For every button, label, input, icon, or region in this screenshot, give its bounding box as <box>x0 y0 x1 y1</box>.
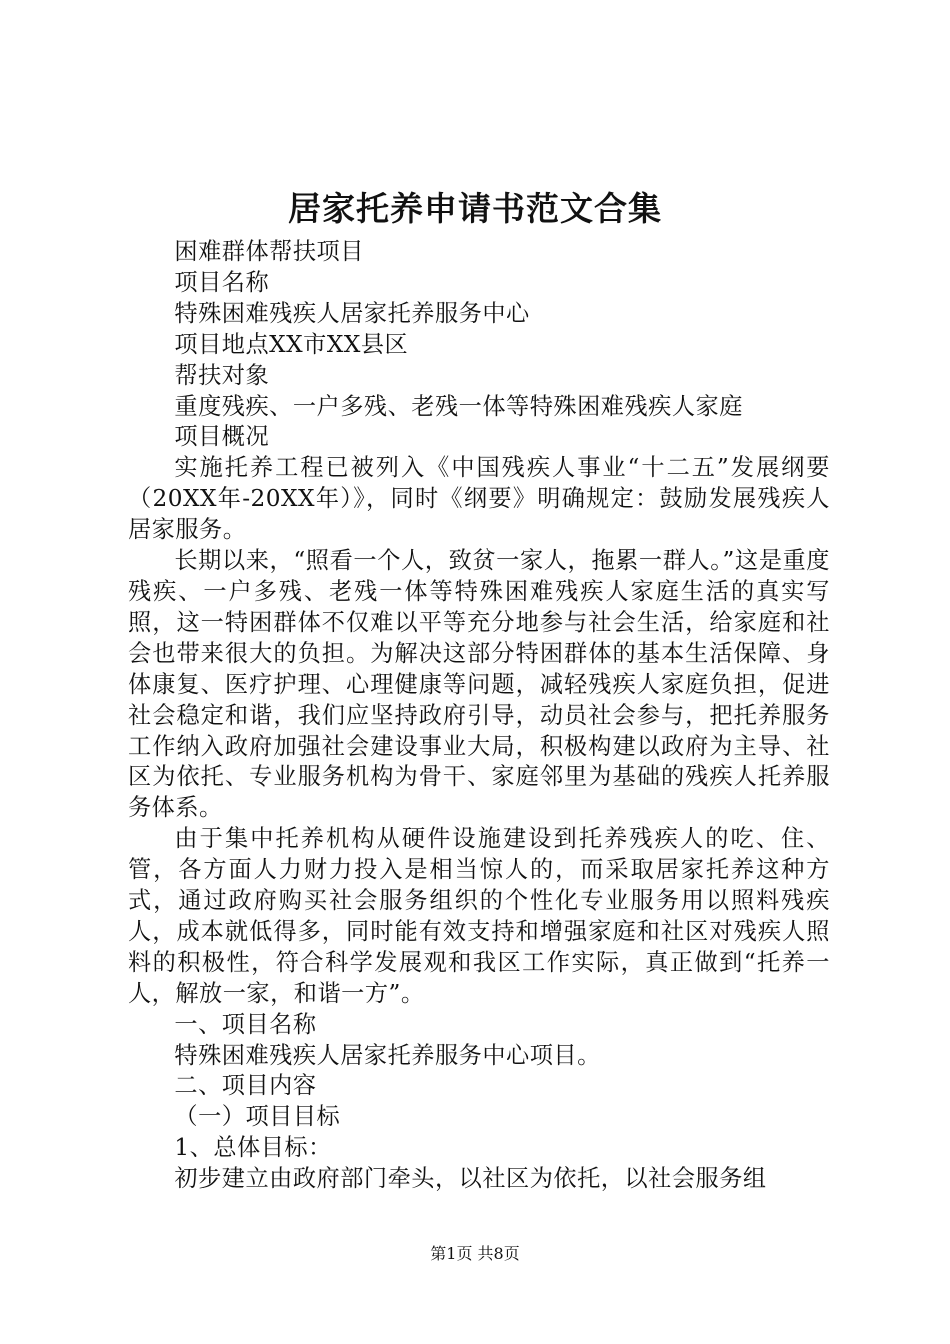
document-body <box>128 237 830 1195</box>
body-line: 项目地点XX市XX县区 <box>174 330 409 358</box>
body-line: 项目概况 <box>174 423 270 451</box>
body-line: 特殊困难残疾人居家托养服务中心 <box>174 299 530 327</box>
body-paragraph: 初步建立由政府部门牵头，以社区为依托，以社会服务组 <box>174 1165 767 1193</box>
body-line: 帮扶对象 <box>174 361 270 389</box>
body-line: 项目名称 <box>174 268 270 296</box>
section-heading: 一、项目名称 <box>174 1010 317 1038</box>
body-paragraph: 由于集中托养机构从硬件设施建设到托养残疾人的吃、住、管，各方面人力财力投入是相当惊人的，而采取居家托养这种方式，通过政府购买社会服务组织的个性化专业服务用以照料残疾人，成本就低得多，同时能有效支持和增强家庭和社区对残疾人照料的积极性，符合科学发展观和我区工作实际，真正做到“托养一人，解放一家，和谐一方”。 <box>128 825 830 1007</box>
document-title: 居家托养申请书范文合集 <box>288 189 662 228</box>
body-line: 困难群体帮扶项目 <box>174 238 364 265</box>
subsection-heading: （一）项目目标 <box>174 1103 341 1131</box>
subsection-heading: 1、总体目标： <box>174 1134 332 1162</box>
body-line: 特殊困难残疾人居家托养服务中心项目。 <box>174 1041 601 1069</box>
section-heading: 二、项目内容 <box>174 1072 317 1100</box>
page-footer: 第1页 共8页 <box>430 1244 520 1263</box>
body-paragraph: 长期以来，“照看一个人，致贫一家人，拖累一群人。”这是重度残疾、一户多残、老残一体等特殊困难残疾人家庭生活的真实写照，这一特困群体不仅难以平等充分地参与社会生活，给家庭和社会也带来很大的负担。为解决这部分特困群体的基本生活保障、身体康复、医疗护理、心理健康等问题，减轻残疾人家庭负担，促进社会稳定和谐，我们应坚持政府引导，动员社会参与，把托养服务工作纳入政府加强社会建设事业大局，积极构建以政府为主导、社区为依托、专业服务机构为骨干、家庭邻里为基础的残疾人托养服务体系。 <box>128 547 830 822</box>
body-paragraph: 实施托养工程已被列入《中国残疾人事业“十二五”发展纲要（20XX年-20XX年）》，同时《纲要》明确规定：鼓励发展残疾人居家服务。 <box>128 454 830 544</box>
body-line: 重度残疾、一户多残、老残一体等特殊困难残疾人家庭 <box>174 392 743 420</box>
